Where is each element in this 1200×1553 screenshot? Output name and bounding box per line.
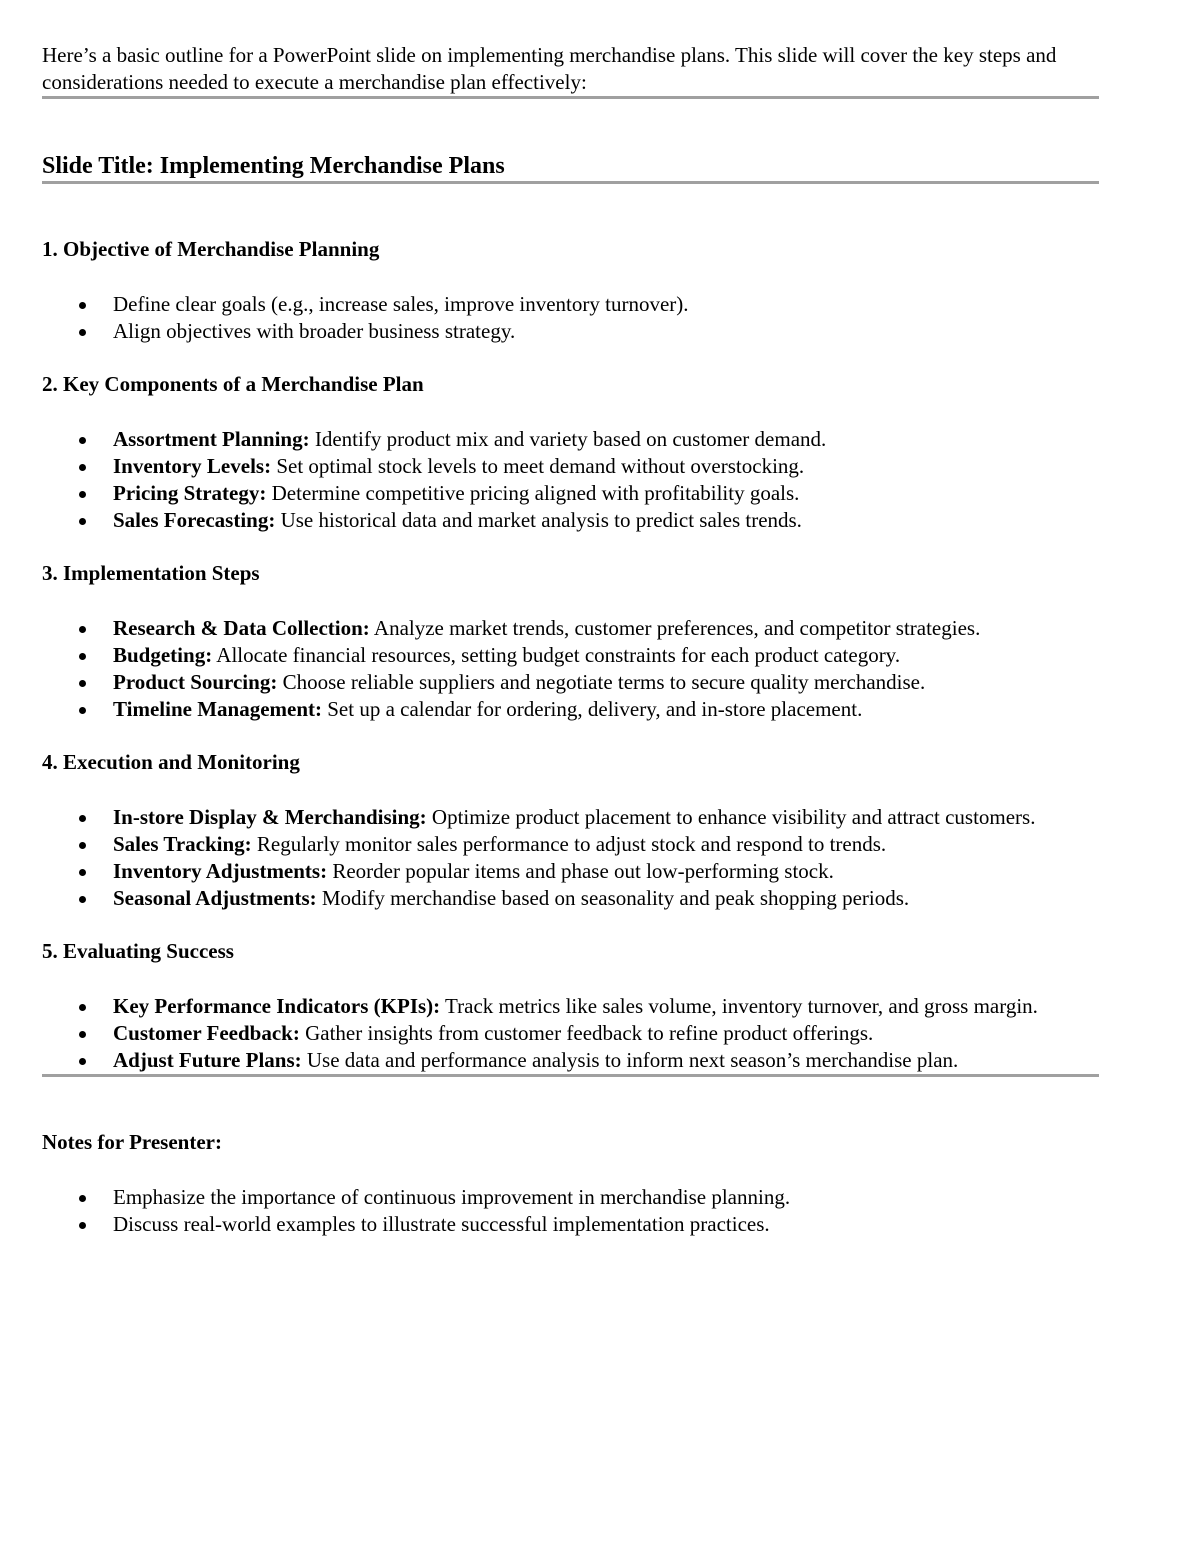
list-item [42,1184,1100,1211]
bullet-icon [79,1195,86,1202]
item-term: Assortment Planning: [113,427,310,451]
item-term: Budgeting: [113,643,213,667]
list-item [42,453,1100,480]
list-item [42,1047,1100,1074]
bullet-icon [79,1031,86,1038]
section-key-components [42,371,1100,534]
list-item [42,804,1100,831]
bullet-list [42,291,1100,345]
bullet-list [42,993,1100,1074]
bullet-list [42,615,1100,723]
presenter-notes [42,1129,1100,1238]
notes-heading: Notes for Presenter: [42,1130,222,1154]
list-item [42,993,1100,1020]
item-text: Set up a calendar for ordering, delivery, and in-store placement. [322,697,863,721]
slide-title: Slide Title: Implementing Merchandise Plans [42,153,505,179]
bullet-icon [79,707,86,714]
list-item [42,885,1100,912]
list-item [42,426,1100,453]
intro-paragraph: Here’s a basic outline for a PowerPoint slide on implementing merchandise plans. This slide will cover the key steps and considerations needed to execute a merchandise plan effectively: [42,43,1057,94]
bullet-list [42,1184,1100,1238]
item-text: Gather insights from customer feedback to refine product offerings. [299,1021,874,1045]
list-item [42,858,1100,885]
item-term: Seasonal Adjustments: [113,886,317,910]
item-text: Reorder popular items and phase out low-performing stock. [327,859,834,883]
bullet-icon [79,437,86,444]
bullet-icon [79,626,86,633]
bullet-icon [79,1222,86,1229]
bullet-icon [79,680,86,687]
bullet-icon [79,518,86,525]
item-term: Inventory Adjustments: [113,859,328,883]
item-term: In-store Display & Merchandising: [113,805,427,829]
item-term: Pricing Strategy: [113,481,267,505]
item-term: Sales Tracking: [113,832,252,856]
item-term: Research & Data Collection: [113,616,370,640]
section-execution-monitoring [42,749,1100,912]
list-item [42,291,1100,318]
section-implementation-steps [42,560,1100,723]
list-item [42,831,1100,858]
bullet-icon [79,1004,86,1011]
list-item [42,615,1100,642]
bullet-icon [79,329,86,336]
list-item [42,318,1100,345]
bullet-icon [79,1058,86,1065]
item-term: Adjust Future Plans: [113,1048,302,1072]
item-text: Determine competitive pricing aligned with profitability goals. [266,481,800,505]
item-text: Allocate financial resources, setting budget constraints for each product category. [212,643,901,667]
bullet-icon [79,842,86,849]
item-text: Emphasize the importance of continuous improvement in merchandise planning. [113,1185,791,1209]
list-item [42,480,1100,507]
list-item [42,1020,1100,1047]
divider-after-title [42,181,1099,184]
item-text: Set optimal stock levels to meet demand without overstocking. [271,454,805,478]
section-heading: 3. Implementation Steps [42,561,260,585]
item-term: Inventory Levels: [113,454,272,478]
bullet-icon [79,464,86,471]
item-text: Align objectives with broader business strategy. [113,319,516,343]
item-term: Customer Feedback: [113,1021,300,1045]
item-text: Discuss real-world examples to illustrate successful implementation practices. [113,1212,770,1236]
bullet-icon [79,491,86,498]
bullet-icon [79,896,86,903]
section-heading: 5. Evaluating Success [42,939,234,963]
bullet-icon [79,815,86,822]
item-text: Define clear goals (e.g., increase sales, improve inventory turnover). [113,292,689,316]
section-objective [42,236,1100,345]
divider-top [42,96,1099,99]
item-term: Sales Forecasting: [113,508,276,532]
item-term: Timeline Management: [113,697,322,721]
section-heading: 1. Objective of Merchandise Planning [42,237,380,261]
section-heading: 4. Execution and Monitoring [42,750,300,774]
item-text: Analyze market trends, customer preferences, and competitor strategies. [369,616,981,640]
divider-before-notes [42,1074,1099,1077]
bullet-icon [79,869,86,876]
list-item [42,507,1100,534]
item-text: Identify product mix and variety based on customer demand. [309,427,827,451]
item-text: Optimize product placement to enhance visibility and attract customers. [426,805,1036,829]
item-text: Use data and performance analysis to inform next season’s merchandise plan. [301,1048,959,1072]
item-term: Product Sourcing: [113,670,278,694]
bullet-list [42,426,1100,534]
item-text: Track metrics like sales volume, inventory turnover, and gross margin. [440,994,1038,1018]
list-item [42,1211,1100,1238]
list-item [42,669,1100,696]
item-text: Use historical data and market analysis to predict sales trends. [275,508,802,532]
list-item [42,696,1100,723]
item-term: Key Performance Indicators (KPIs): [113,994,441,1018]
bullet-icon [79,302,86,309]
item-text: Choose reliable suppliers and negotiate terms to secure quality merchandise. [277,670,926,694]
bullet-list [42,804,1100,912]
list-item [42,642,1100,669]
bullet-icon [79,653,86,660]
item-text: Regularly monitor sales performance to adjust stock and respond to trends. [251,832,887,856]
item-text: Modify merchandise based on seasonality and peak shopping periods. [316,886,910,910]
section-evaluating-success [42,938,1100,1074]
section-heading: 2. Key Components of a Merchandise Plan [42,372,424,396]
